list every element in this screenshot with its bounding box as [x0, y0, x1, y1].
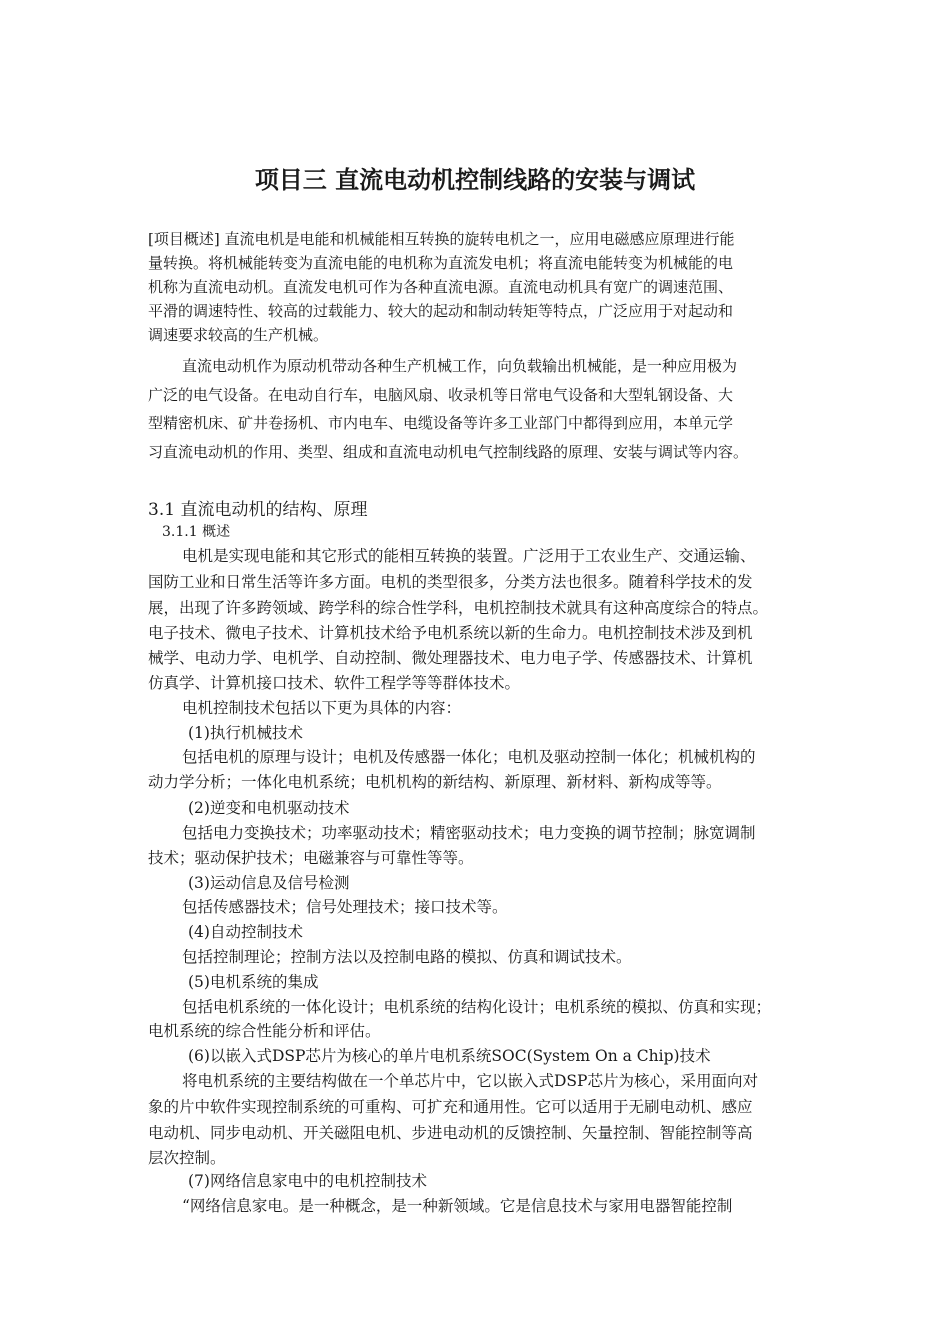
body-line: 械学、电动力学、电机学、自动控制、微处理器技术、电力电子学、传感器技术、计算机 [148, 649, 753, 667]
body-line: 电机是实现电能和其它形式的能相互转换的装置。广泛用于工农业生产、交通运输、 [182, 547, 756, 565]
intro-line: 机称为直流电动机。直流发电机可作为各种直流电源。直流电动机具有宽广的调速范围、 [148, 278, 734, 296]
intro-line: 量转换。将机械能转变为直流电能的电机称为直流发电机；将直流电能转变为机械能的电 [148, 254, 734, 272]
body-line: 象的片中软件实现控制系统的可重构、可扩充和通用性。它可以适用于无刷电动机、感应 [148, 1098, 753, 1116]
body-line: 电子技术、微电子技术、计算机技术给予电机系统以新的生命力。电机控制技术涉及到机 [148, 624, 753, 642]
intro-line: 广泛的电气设备。在电动自行车，电脑风扇、收录机等日常电气设备和大型轧钢设备、大 [148, 386, 734, 404]
list-heading: (1)执行机械技术 [188, 724, 303, 742]
intro-line: 平滑的调速特性、较高的过载能力、较大的起动和制动转矩等特点，广泛应用于对起动和 [148, 302, 734, 320]
intro-line: 调速要求较高的生产机械。 [148, 326, 329, 344]
body-line: 技术；驱动保护技术；电磁兼容与可靠性等等。 [148, 849, 474, 867]
intro-line: [项目概述] 直流电机是电能和机械能相互转换的旋转电机之一，应用电磁感应原理进行能 [148, 230, 735, 248]
list-heading: (3)运动信息及信号检测 [188, 874, 350, 892]
list-heading: (2)逆变和电机驱动技术 [188, 799, 350, 817]
body-line: 将电机系统的主要结构做在一个单芯片中，它以嵌入式DSP芯片为核心，采用面向对 [182, 1072, 758, 1090]
list-heading: (7)网络信息家电中的电机控制技术 [188, 1172, 427, 1190]
document-title: 项目三 直流电动机控制线路的安装与调试 [254, 165, 696, 194]
intro-line: 直流电动机作为原动机带动各种生产机械工作，向负载输出机械能，是一种应用极为 [182, 357, 738, 375]
body-line: 仿真学、计算机接口技术、软件工程学等等群体技术。 [148, 674, 521, 692]
body-line: 层次控制。 [148, 1149, 226, 1167]
subsection-heading: 3.1.1 概述 [162, 524, 231, 540]
list-heading: (5)电机系统的集成 [188, 973, 319, 991]
section-heading: 3.1 直流电动机的结构、原理 [148, 500, 368, 520]
body-line: 电机控制技术包括以下更为具体的内容： [182, 699, 462, 717]
body-line: 包括控制理论；控制方法以及控制电路的模拟、仿真和调试技术。 [182, 948, 632, 966]
body-line: 包括电力变换技术；功率驱动技术；精密驱动技术；电力变换的调节控制；脉宽调制 [182, 824, 756, 842]
body-line: 动力学分析；一体化电机系统；电机机构的新结构、新原理、新材料、新构成等等。 [148, 773, 722, 791]
intro-line: 习直流电动机的作用、类型、组成和直流电动机电气控制线路的原理、安装与调试等内容。 [148, 443, 749, 461]
body-line: 国防工业和日常生活等许多方面。电机的类型很多，分类方法也很多。随着科学技术的发 [148, 573, 753, 591]
list-heading: (4)自动控制技术 [188, 923, 303, 941]
intro-line: 型精密机床、矿井卷扬机、市内电车、电缆设备等许多工业部门中都得到应用，本单元学 [148, 414, 734, 432]
body-line: 电动机、同步电动机、开关磁阻电机、步进电动机的反馈控制、矢量控制、智能控制等高 [148, 1124, 753, 1142]
body-line: 展，出现了许多跨领域、跨学科的综合性学科，电机控制技术就具有这种高度综合的特点。 [148, 599, 769, 617]
body-line: “网络信息家电。是一种概念，是一种新领域。它是信息技术与家用电器智能控制 [182, 1197, 733, 1215]
body-line: 包括传感器技术；信号处理技术；接口技术等。 [182, 898, 508, 916]
body-line: 电机系统的综合性能分析和评估。 [148, 1022, 381, 1040]
body-line: 包括电机系统的一体化设计；电机系统的结构化设计；电机系统的模拟、仿真和实现； [182, 998, 772, 1016]
body-line: 包括电机的原理与设计；电机及传感器一体化；电机及驱动控制一体化；机械机构的 [182, 748, 756, 766]
list-heading: (6)以嵌入式DSP芯片为核心的单片电机系统SOC(System On a Chip)技术 [188, 1047, 711, 1065]
